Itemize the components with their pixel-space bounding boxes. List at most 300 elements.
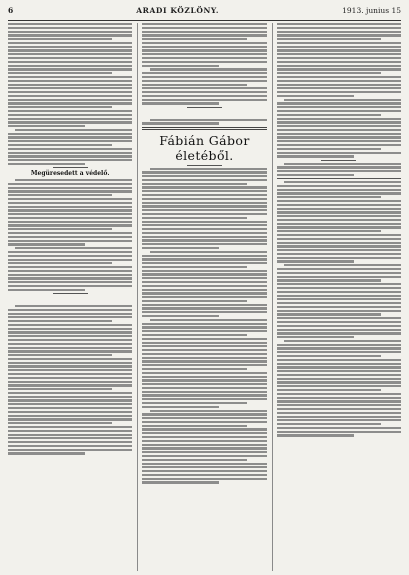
text-line [277, 84, 401, 86]
text-line [8, 320, 112, 322]
text-line [277, 404, 401, 406]
text-line [142, 432, 266, 434]
text-line [142, 398, 266, 400]
text-line [277, 344, 401, 346]
text-line [8, 136, 132, 138]
text-line [277, 152, 401, 154]
columns [8, 23, 401, 571]
text-line [142, 330, 266, 332]
text-line [277, 336, 354, 338]
text-line [8, 365, 132, 367]
text-line [277, 102, 401, 104]
text-line [277, 42, 401, 44]
text-line [8, 27, 132, 29]
text-line [142, 376, 266, 378]
text-line [277, 80, 401, 82]
text-line [8, 369, 132, 371]
text-line [150, 410, 267, 412]
text-line [277, 408, 401, 410]
divider [187, 107, 222, 108]
text-line [277, 196, 381, 198]
text-line [8, 350, 132, 352]
text-line [8, 407, 132, 409]
text-line [8, 125, 85, 127]
text-line [142, 277, 266, 279]
text-line [8, 396, 132, 398]
divider [187, 165, 222, 166]
text-line [8, 270, 132, 272]
text-line [150, 119, 267, 121]
column-3 [272, 23, 401, 571]
text-line [142, 91, 266, 93]
text-line [8, 289, 85, 291]
text-line [142, 179, 266, 181]
text-line [277, 393, 401, 395]
text-line [277, 238, 401, 240]
text-line [277, 215, 401, 217]
text-line [8, 46, 132, 48]
masthead [8, 6, 401, 21]
text-line [142, 428, 266, 430]
text-line [142, 57, 266, 59]
text-line [277, 279, 381, 281]
text-line [8, 251, 132, 253]
text-line [8, 133, 132, 135]
text-line [277, 133, 401, 135]
text-line [142, 95, 266, 97]
text-line [142, 205, 266, 207]
text-line [8, 194, 112, 196]
text-line [8, 430, 132, 432]
text-line [142, 364, 266, 366]
text-line [142, 38, 246, 40]
text-line [142, 394, 266, 396]
text-line [142, 440, 266, 442]
text-line [8, 240, 132, 242]
text-line [8, 255, 132, 257]
text-line [8, 118, 132, 120]
text-line [142, 379, 266, 381]
text-line [142, 455, 266, 457]
text-line [150, 251, 267, 253]
text-line [277, 46, 401, 48]
text-line [8, 259, 132, 261]
text-line [8, 221, 132, 223]
text-line [142, 372, 266, 374]
divider [142, 127, 266, 130]
text-line [277, 121, 401, 123]
text-line [142, 198, 266, 200]
text-line [8, 110, 132, 112]
text-line [277, 144, 401, 146]
text-line [15, 247, 132, 249]
text-line [8, 198, 132, 200]
text-line [142, 425, 246, 427]
text-line [142, 49, 266, 51]
text-line [142, 311, 266, 313]
text-line [142, 323, 266, 325]
text-line [8, 377, 132, 379]
text-line [8, 328, 132, 330]
text-line [142, 383, 266, 385]
article-heading: Fábián Gábor életéből. [159, 132, 250, 163]
text-line [142, 357, 266, 359]
text-line [142, 459, 246, 461]
text-line [142, 406, 219, 408]
text-line [142, 34, 266, 36]
text-line [142, 417, 266, 419]
text-line [277, 72, 381, 74]
text-line [142, 474, 266, 476]
text-line [277, 189, 401, 191]
newspaper-title: ARADI KÖZLÖNY. [136, 6, 220, 15]
text-line [277, 95, 354, 97]
text-line [142, 217, 246, 219]
text-line [150, 168, 267, 170]
text-line [142, 239, 266, 241]
text-line [8, 190, 132, 192]
text-line [277, 431, 401, 433]
text-line [8, 144, 112, 146]
text-line [142, 175, 266, 177]
text-line [142, 413, 266, 415]
text-line [277, 31, 401, 33]
text-line [277, 249, 401, 251]
text-line [142, 478, 266, 480]
text-line [277, 166, 401, 168]
text-line [8, 445, 132, 447]
text-line [277, 347, 401, 349]
text-line [8, 121, 132, 123]
text-line [277, 419, 401, 421]
text-line [142, 228, 266, 230]
text-line [277, 427, 401, 429]
text-line [8, 224, 132, 226]
text-line [142, 292, 266, 294]
text-line [8, 243, 85, 245]
text-line [142, 42, 266, 44]
text-line [8, 362, 132, 364]
text-line [277, 114, 381, 116]
text-line [284, 163, 401, 165]
text-line [8, 102, 132, 104]
text-line [8, 140, 132, 142]
text-line [142, 65, 219, 67]
text-line [277, 276, 401, 278]
text-line [142, 99, 266, 101]
text-line [142, 360, 266, 362]
issue-date: 1913. junius 15 [342, 6, 401, 15]
text-line [8, 441, 132, 443]
text-line [8, 148, 132, 150]
page-number: 6 [8, 6, 14, 15]
text-line [277, 295, 401, 297]
text-line [8, 399, 132, 401]
text-line [8, 42, 132, 44]
text-line [277, 389, 381, 391]
text-line [142, 61, 266, 63]
text-line [277, 219, 401, 221]
text-line [277, 23, 401, 25]
text-line [277, 27, 401, 29]
text-line [8, 411, 132, 413]
text-line [277, 317, 401, 319]
text-line [277, 106, 401, 108]
text-line [277, 381, 401, 383]
text-line [142, 186, 266, 188]
text-line [8, 91, 132, 93]
text-line [8, 183, 132, 185]
text-line [142, 209, 266, 211]
text-line [8, 274, 132, 276]
text-line [142, 46, 266, 48]
text-line [277, 185, 401, 187]
text-line [142, 391, 266, 393]
text-line [8, 452, 85, 454]
divider [321, 160, 356, 161]
text-line [8, 418, 132, 420]
text-line [8, 213, 132, 215]
text-line [8, 426, 132, 428]
text-line [142, 338, 266, 340]
text-line [277, 125, 401, 127]
text-line [142, 281, 266, 283]
text-line [277, 321, 401, 323]
text-line [150, 68, 267, 70]
text-line [142, 270, 266, 272]
text-line [277, 118, 401, 120]
text-line [277, 245, 401, 247]
text-line [277, 61, 401, 63]
text-line [142, 345, 266, 347]
text-line [142, 190, 266, 192]
text-line [277, 298, 401, 300]
text-line [8, 23, 132, 25]
text-line [142, 470, 266, 472]
text-line [284, 340, 401, 342]
text-line [8, 236, 132, 238]
article-heading [142, 110, 266, 117]
text-line [8, 206, 132, 208]
text-line [8, 335, 132, 337]
text-line [277, 310, 401, 312]
text-line [277, 325, 401, 327]
text-line [8, 354, 112, 356]
text-line [8, 202, 132, 204]
text-line [8, 281, 132, 283]
text-line [142, 315, 219, 317]
text-line [277, 378, 401, 380]
text-line [277, 87, 401, 89]
text-line [8, 49, 132, 51]
text-line [8, 31, 132, 33]
text-line [142, 421, 266, 423]
text-line [8, 68, 132, 70]
column-1 [8, 23, 132, 571]
text-line [277, 370, 401, 372]
text-line [142, 296, 266, 298]
text-line [277, 192, 401, 194]
text-line [277, 287, 401, 289]
text-line [142, 481, 219, 483]
text-line [277, 140, 401, 142]
text-line [277, 291, 401, 293]
text-line [277, 351, 401, 353]
text-line [8, 76, 132, 78]
text-line [277, 400, 401, 402]
text-line [142, 353, 266, 355]
text-line [277, 416, 401, 418]
text-line [8, 72, 112, 74]
text-line [277, 374, 401, 376]
text-line [8, 209, 132, 211]
text-line [142, 466, 266, 468]
text-line [142, 326, 266, 328]
text-line [142, 307, 266, 309]
text-line [277, 434, 354, 436]
text-line [142, 463, 266, 465]
text-line [142, 27, 266, 29]
text-line [142, 76, 266, 78]
text-line [8, 388, 112, 390]
text-line [277, 412, 401, 414]
text-line [8, 277, 132, 279]
text-line [277, 257, 401, 259]
text-line [8, 313, 132, 315]
text-line [142, 243, 266, 245]
text-line [8, 152, 132, 154]
article-heading [8, 296, 132, 303]
divider [277, 178, 401, 179]
text-line [142, 224, 266, 226]
text-line [277, 38, 381, 40]
divider [53, 293, 88, 294]
text-line [8, 87, 132, 89]
text-line [142, 171, 266, 173]
text-line [277, 234, 401, 236]
text-line [277, 260, 354, 262]
divider [53, 167, 88, 168]
text-line [8, 347, 132, 349]
text-line [142, 236, 266, 238]
text-line [8, 262, 112, 264]
text-line [8, 34, 132, 36]
text-line [142, 334, 246, 336]
text-line [142, 258, 266, 260]
text-line [277, 363, 401, 365]
text-line [277, 211, 401, 213]
text-line [277, 148, 381, 150]
text-line [277, 366, 401, 368]
text-line [277, 76, 401, 78]
text-line [8, 381, 132, 383]
text-line [8, 232, 132, 234]
text-line [277, 397, 401, 399]
text-line [8, 285, 132, 287]
text-line [8, 187, 132, 189]
text-line [8, 95, 132, 97]
text-line [277, 283, 401, 285]
text-line [8, 163, 85, 165]
text-line [277, 223, 401, 225]
text-line [277, 110, 401, 112]
text-line [277, 34, 401, 36]
text-line [15, 305, 132, 307]
text-line [8, 80, 132, 82]
text-line [277, 306, 401, 308]
text-line [142, 300, 246, 302]
text-line [142, 232, 266, 234]
text-line [142, 247, 219, 249]
text-line [8, 403, 132, 405]
text-line [150, 319, 267, 321]
text-line [8, 114, 132, 116]
text-line [277, 53, 401, 55]
text-line [277, 332, 401, 334]
column-2 [137, 23, 266, 571]
text-line [284, 264, 401, 266]
text-line [277, 170, 401, 172]
text-line [277, 49, 401, 51]
text-line [8, 343, 132, 345]
text-line [8, 449, 132, 451]
text-line [277, 272, 401, 274]
text-line [8, 415, 132, 417]
text-line [15, 179, 132, 181]
text-line [8, 316, 132, 318]
text-line [8, 324, 132, 326]
text-line [277, 423, 381, 425]
text-line [8, 38, 112, 40]
text-line [142, 202, 266, 204]
text-line [142, 447, 266, 449]
text-line [142, 262, 266, 264]
text-line [8, 392, 132, 394]
text-line [277, 230, 381, 232]
text-line [142, 387, 266, 389]
text-line [8, 384, 132, 386]
text-line [142, 23, 266, 25]
text-line [277, 268, 401, 270]
text-line [8, 217, 132, 219]
text-line [277, 136, 401, 138]
text-line [142, 80, 266, 82]
text-line [142, 266, 246, 268]
text-line [277, 385, 401, 387]
text-line [277, 329, 401, 331]
text-line [142, 255, 266, 257]
text-line [8, 84, 132, 86]
text-line [8, 434, 132, 436]
text-line [8, 61, 132, 63]
text-line [8, 266, 132, 268]
text-line [142, 102, 219, 104]
text-line [142, 53, 266, 55]
text-line [8, 422, 112, 424]
text-line [8, 373, 132, 375]
text-line [142, 436, 266, 438]
text-line [277, 174, 354, 176]
text-line [277, 68, 401, 70]
text-line [277, 57, 401, 59]
text-line [277, 226, 401, 228]
text-line [142, 87, 266, 89]
text-line [277, 242, 401, 244]
text-line [284, 181, 401, 183]
text-line [277, 253, 401, 255]
text-line [142, 289, 266, 291]
text-line [142, 402, 246, 404]
